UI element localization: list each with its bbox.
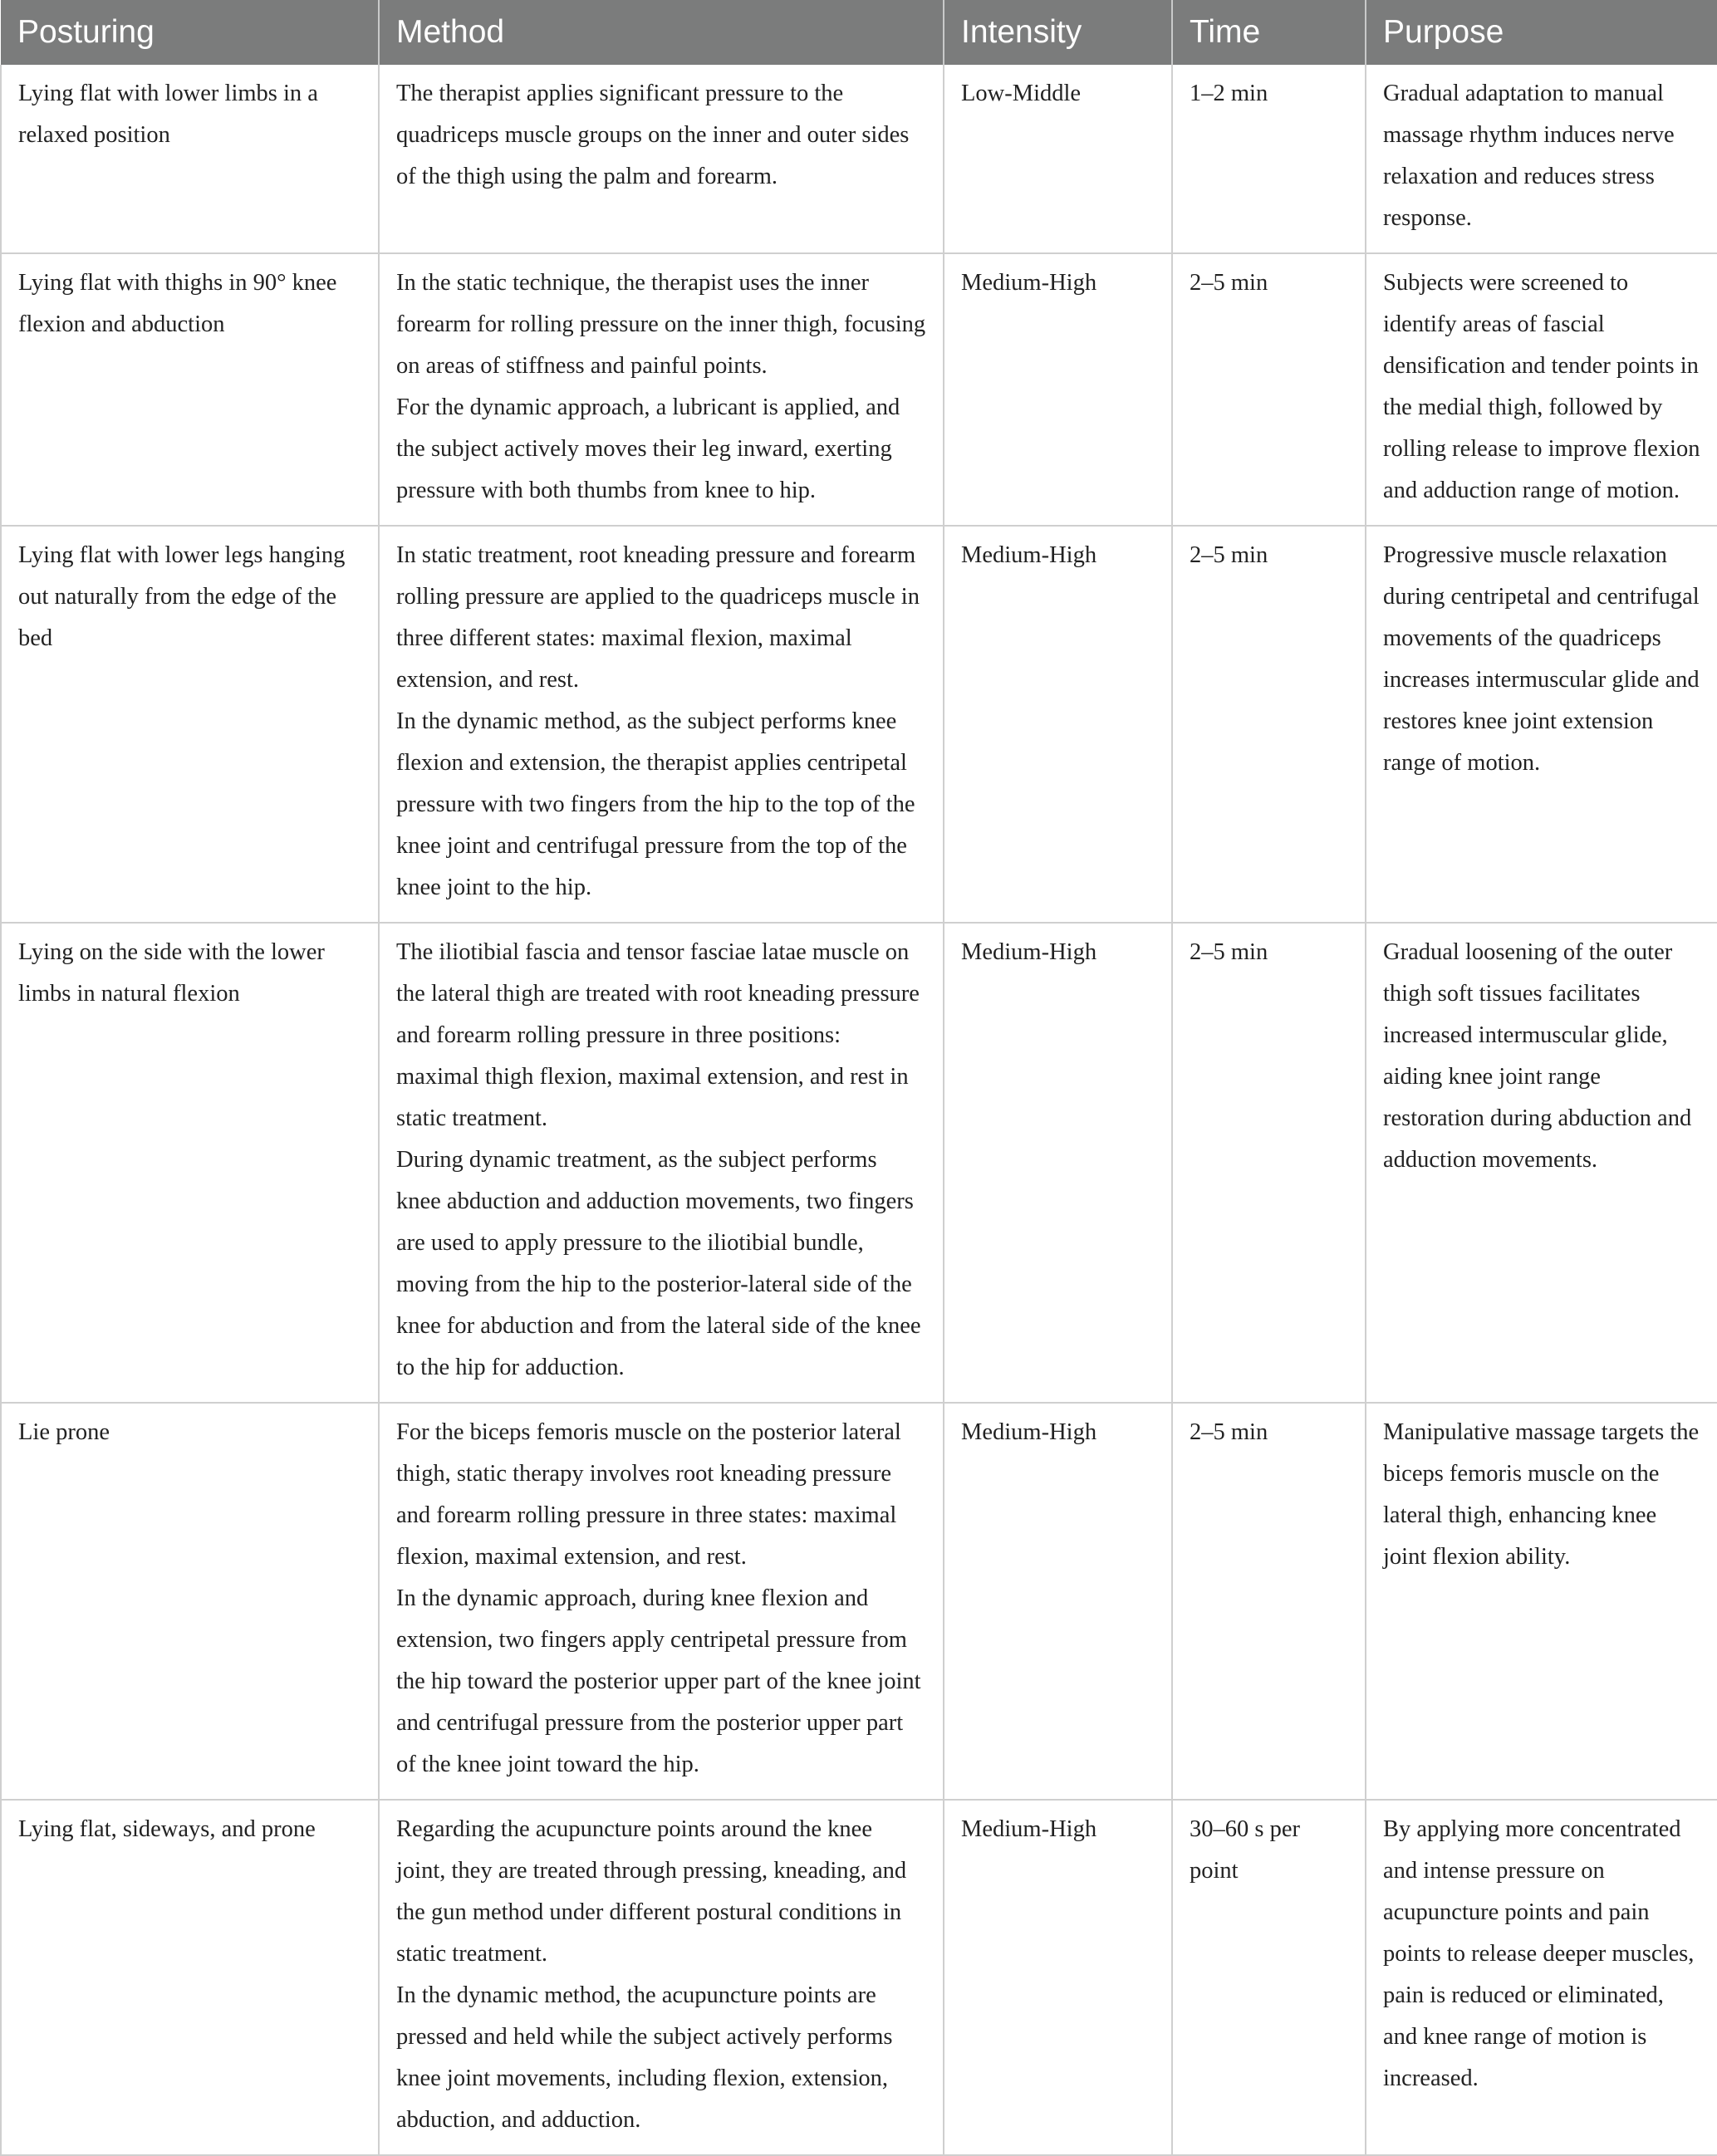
header-row	[1, 0, 1717, 65]
method-cell	[379, 923, 944, 1403]
table-row	[1, 65, 1717, 253]
method-dynamic-paragraph: In the dynamic approach, during knee flexion and extension, two fingers apply centripetal pressure from the hip toward the posterior upper part of the knee joint and centrifugal pressure from the posterior upper part of the knee joint toward the hip.	[396, 1585, 921, 1777]
method-dynamic-paragraph: In the dynamic method, the acupuncture points are pressed and held while the subject actively performs knee joint movements, including flexion, extension, abduction, and adduction.	[396, 1982, 893, 2133]
header-method: Method	[379, 0, 944, 65]
method-cell	[379, 1403, 944, 1800]
header-time: Time	[1172, 0, 1366, 65]
intensity-cell: Medium-High	[944, 1403, 1172, 1800]
time-cell: 2–5 min	[1172, 253, 1366, 526]
method-static-paragraph: For the biceps femoris muscle on the posterior lateral thigh, static therapy involves root kneading pressure and forearm rolling pressure in three states: maximal flexion, maximal extension, and rest.	[396, 1419, 901, 1570]
posturing-cell: Lying flat, sideways, and prone	[1, 1800, 379, 2155]
table-row	[1, 923, 1717, 1403]
header-intensity: Intensity	[944, 0, 1172, 65]
method-paragraph: The therapist applies significant pressure to the quadriceps muscle groups on the inner and outer sides of the thigh using the palm and forearm.	[396, 81, 910, 189]
intensity-cell: Medium-High	[944, 1800, 1172, 2155]
header-purpose: Purpose	[1366, 0, 1717, 65]
posturing-cell: Lying flat with lower legs hanging out naturally from the edge of the bed	[1, 526, 379, 923]
purpose-cell: By applying more concentrated and intense pressure on acupuncture points and pain points to release deeper muscles, pain is reduced or eliminated, and knee range of motion is increased.	[1366, 1800, 1717, 2155]
method-static-paragraph: In the static technique, the therapist uses the inner forearm for rolling pressure on the inner thigh, focusing on areas of stiffness and painful points.	[396, 270, 926, 379]
method-dynamic-paragraph: For the dynamic approach, a lubricant is applied, and the subject actively moves their leg inward, exerting pressure with both thumbs from knee to hip.	[396, 394, 900, 503]
time-cell: 30–60 s per point	[1172, 1800, 1366, 2155]
table-row	[1, 1800, 1717, 2155]
method-cell	[379, 1800, 944, 2155]
intensity-cell: Medium-High	[944, 253, 1172, 526]
purpose-cell: Manipulative massage targets the biceps femoris muscle on the lateral thigh, enhancing knee joint flexion ability.	[1366, 1403, 1717, 1800]
posturing-cell: Lying flat with thighs in 90° knee flexion and abduction	[1, 253, 379, 526]
table-row	[1, 526, 1717, 923]
purpose-cell: Progressive muscle relaxation during centripetal and centrifugal movements of the quadriceps increases intermuscular glide and restores knee joint extension range of motion.	[1366, 526, 1717, 923]
purpose-cell: Gradual adaptation to manual massage rhythm induces nerve relaxation and reduces stress response.	[1366, 65, 1717, 253]
intensity-cell: Medium-High	[944, 923, 1172, 1403]
header-posturing: Posturing	[1, 0, 379, 65]
time-cell: 2–5 min	[1172, 923, 1366, 1403]
purpose-cell: Subjects were screened to identify areas of fascial densification and tender points in the medial thigh, followed by rolling release to improve flexion and adduction range of motion.	[1366, 253, 1717, 526]
time-cell: 2–5 min	[1172, 1403, 1366, 1800]
table-body	[1, 65, 1717, 2155]
method-dynamic-paragraph: During dynamic treatment, as the subject performs knee abduction and adduction movements, two fingers are used to apply pressure to the iliotibial bundle, moving from the hip to the posterior-lateral side of the knee for abduction and from the lateral side of the knee to the hip for adduction.	[396, 1147, 921, 1380]
intensity-cell: Medium-High	[944, 526, 1172, 923]
posturing-cell: Lying flat with lower limbs in a relaxed position	[1, 65, 379, 253]
table-row	[1, 253, 1717, 526]
table-header	[1, 0, 1717, 65]
time-cell: 1–2 min	[1172, 65, 1366, 253]
method-static-paragraph: The iliotibial fascia and tensor fasciae latae muscle on the lateral thigh are treated with root kneading pressure and forearm rolling pressure in three positions: maximal thigh flexion, maximal extension, and rest in static treatment.	[396, 939, 920, 1131]
method-dynamic-paragraph: In the dynamic method, as the subject performs knee flexion and extension, the therapist applies centripetal pressure with two fingers from the hip to the top of the knee joint and centrifugal pressure from the top of the knee joint to the hip.	[396, 708, 915, 900]
posturing-cell: Lying on the side with the lower limbs in natural flexion	[1, 923, 379, 1403]
method-static-paragraph: Regarding the acupuncture points around the knee joint, they are treated through pressing, kneading, and the gun method under different postural conditions in static treatment.	[396, 1816, 907, 1967]
table-row	[1, 1403, 1717, 1800]
method-cell	[379, 253, 944, 526]
method-cell	[379, 65, 944, 253]
method-cell	[379, 526, 944, 923]
posturing-cell: Lie prone	[1, 1403, 379, 1800]
intensity-cell: Low-Middle	[944, 65, 1172, 253]
time-cell: 2–5 min	[1172, 526, 1366, 923]
purpose-cell: Gradual loosening of the outer thigh soft tissues facilitates increased intermuscular glide, aiding knee joint range restoration during abduction and adduction movements.	[1366, 923, 1717, 1403]
method-static-paragraph: In static treatment, root kneading pressure and forearm rolling pressure are applied to the quadriceps muscle in three different states: maximal flexion, maximal extension, and rest.	[396, 542, 920, 693]
